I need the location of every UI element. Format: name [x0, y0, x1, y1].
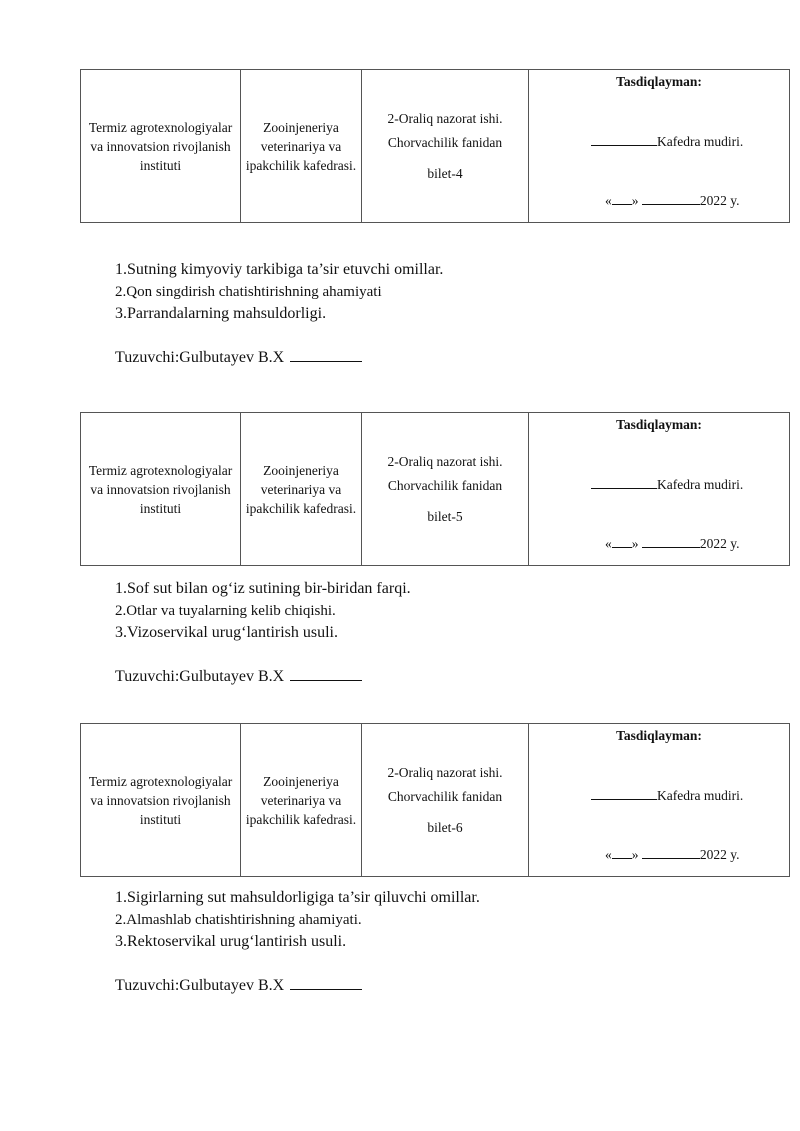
author-signature-blank: [290, 347, 362, 362]
approval-cell: [529, 70, 790, 223]
year-label: 2022 y.: [699, 536, 740, 551]
author-line: [115, 975, 777, 995]
exam-title: 2-Oraliq nazorat ishi.: [387, 111, 503, 126]
institute-name: Termiz agrotexnologiyalar va innovatsion rivojlanish instituti: [88, 773, 233, 827]
department-name: Zooinjeneriya veterinariya va ipakchilik kafedrasi.: [245, 773, 357, 827]
date-quote-open: «: [605, 847, 612, 862]
question-3: 3.Parrandalarning mahsuldorligi.: [115, 305, 327, 322]
year-label: 2022 y.: [699, 193, 740, 208]
department-head-line: [591, 474, 743, 494]
institute-name: Termiz agrotexnologiyalar va innovatsion rivojlanish instituti: [88, 462, 233, 516]
date-quote-close: »: [631, 536, 639, 551]
question-3: 3.Rektoservikal urug‘lantirish usuli.: [115, 933, 347, 950]
author-name: Tuzuvchi:Gulbutayev B.X: [115, 977, 285, 994]
department-name: Zooinjeneriya veterinariya va ipakchilik kafedrasi.: [245, 119, 357, 173]
department-cell: [241, 413, 362, 566]
day-blank: [612, 191, 632, 205]
signature-blank: [591, 474, 657, 489]
subject-name: Chorvachilik fanidan: [387, 478, 503, 493]
subject-name: Chorvachilik fanidan: [387, 135, 503, 150]
institute-cell: [81, 70, 241, 223]
department-cell: [241, 70, 362, 223]
ticket-2: [80, 412, 777, 686]
question-list: [115, 259, 777, 325]
date-line: [605, 534, 740, 553]
date-quote-open: «: [605, 193, 612, 208]
ticket-1: [80, 69, 777, 367]
institute-name: Termiz agrotexnologiyalar va innovatsion rivojlanish instituti: [88, 119, 233, 173]
subject-name: Chorvachilik fanidan: [387, 789, 503, 804]
day-blank: [612, 534, 632, 548]
approval-title: Tasdiqlayman:: [616, 74, 702, 89]
question-2: 2.Otlar va tuyalarning kelib chiqishi.: [115, 603, 336, 619]
date-line: [605, 845, 740, 864]
author-line: [115, 666, 777, 686]
date-quote-close: »: [631, 847, 639, 862]
author-name: Tuzuvchi:Gulbutayev B.X: [115, 668, 285, 685]
signature-blank: [591, 131, 657, 146]
exam-cell: [362, 724, 529, 877]
ticket-header-table: [80, 69, 790, 223]
approval-title: Tasdiqlayman:: [616, 417, 702, 432]
exam-title: 2-Oraliq nazorat ishi.: [387, 454, 503, 469]
exam-cell: [362, 70, 529, 223]
approval-title: Tasdiqlayman:: [616, 728, 702, 743]
signature-blank: [591, 785, 657, 800]
author-name: Tuzuvchi:Gulbutayev B.X: [115, 349, 285, 366]
department-cell: [241, 724, 362, 877]
ticket-header-table: [80, 412, 790, 566]
question-2: 2.Qon singdirish chatishtirishning ahamiyati: [115, 284, 382, 300]
month-blank: [642, 534, 700, 548]
question-1: 1.Sigirlarning sut mahsuldorligiga ta’sir qiluvchi omillar.: [115, 889, 480, 906]
author-signature-blank: [290, 975, 362, 990]
month-blank: [642, 845, 700, 859]
author-signature-blank: [290, 666, 362, 681]
department-head-line: [591, 785, 743, 805]
approval-cell: [529, 724, 790, 877]
exam-title: 2-Oraliq nazorat ishi.: [387, 765, 503, 780]
institute-cell: [81, 724, 241, 877]
department-head-label: Kafedra mudiri.: [657, 134, 744, 149]
date-line: [605, 191, 740, 210]
question-1: 1.Sutning kimyoviy tarkibiga ta’sir etuvchi omillar.: [115, 261, 444, 278]
month-blank: [642, 191, 700, 205]
question-list: [115, 578, 777, 644]
question-2: 2.Almashlab chatishtirishning ahamiyati.: [115, 912, 362, 928]
department-name: Zooinjeneriya veterinariya va ipakchilik kafedrasi.: [245, 462, 357, 516]
author-line: [115, 347, 777, 367]
question-3: 3.Vizoservikal urug‘lantirish usuli.: [115, 624, 338, 641]
ticket-number: bilet-5: [427, 509, 463, 524]
day-blank: [612, 845, 632, 859]
department-head-line: [591, 131, 743, 151]
ticket-header-table: [80, 723, 790, 877]
department-head-label: Kafedra mudiri.: [657, 477, 744, 492]
question-list: [115, 887, 777, 953]
institute-cell: [81, 413, 241, 566]
ticket-3: [80, 723, 777, 995]
ticket-number: bilet-4: [427, 166, 463, 181]
date-quote-close: »: [631, 193, 639, 208]
date-quote-open: «: [605, 536, 612, 551]
question-1: 1.Sof sut bilan og‘iz sutining bir-biridan farqi.: [115, 580, 411, 597]
ticket-number: bilet-6: [427, 820, 463, 835]
exam-cell: [362, 413, 529, 566]
year-label: 2022 y.: [699, 847, 740, 862]
approval-cell: [529, 413, 790, 566]
department-head-label: Kafedra mudiri.: [657, 788, 744, 803]
